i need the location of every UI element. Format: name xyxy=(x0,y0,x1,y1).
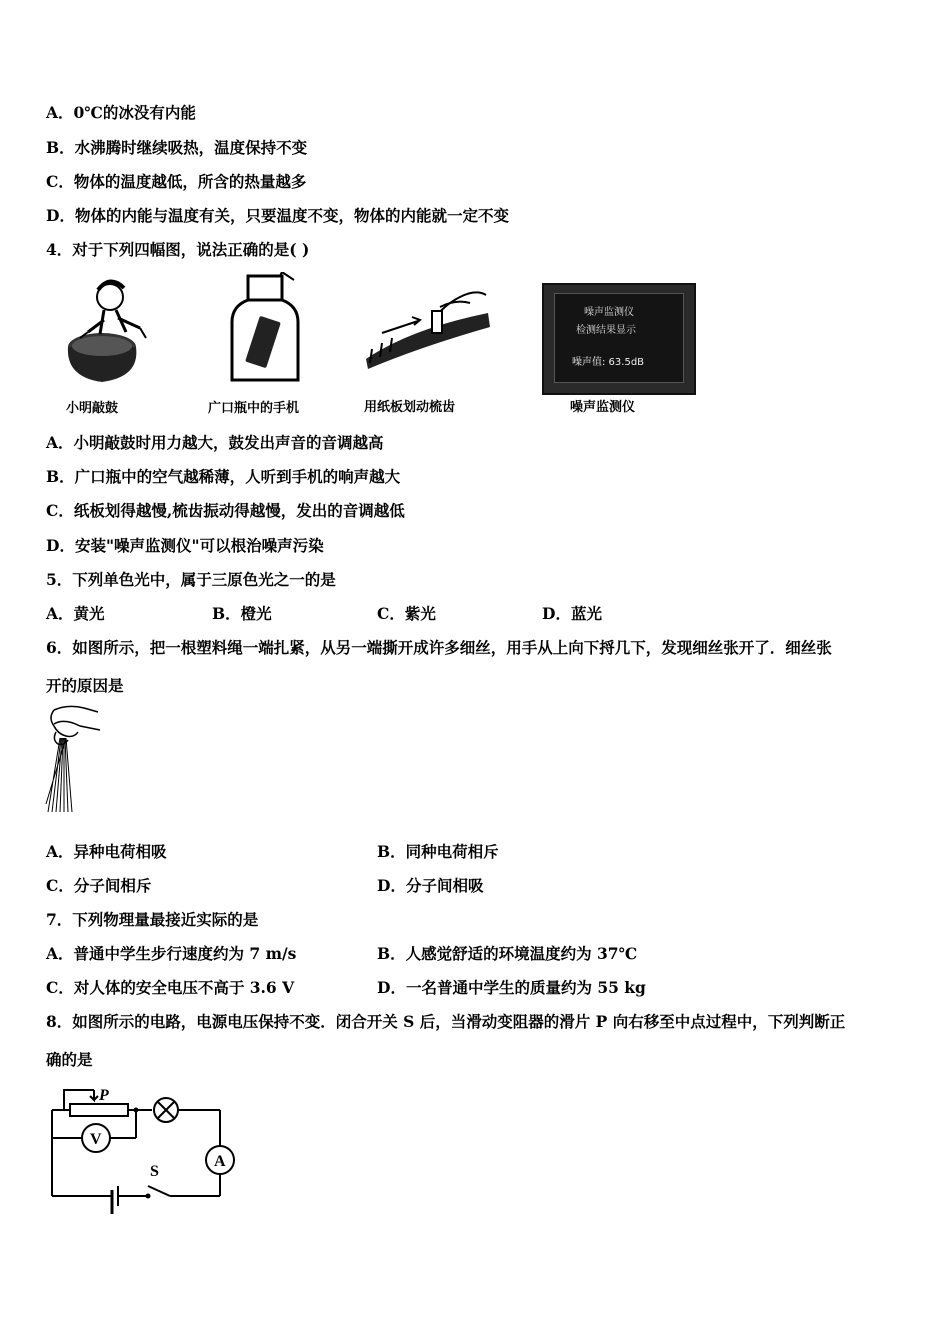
circuit-diagram xyxy=(44,1082,244,1216)
q3-option-b: B．水沸腾时继续吸热，温度保持不变 xyxy=(46,138,308,157)
q6-option-b: B．同种电荷相斥 xyxy=(377,842,499,861)
q8-stem-line-1: 8．如图所示的电路，电源电压保持不变．闭合开关 S 后，当滑动变阻器的滑片 P 向右移至中点过程中，下列判断正 xyxy=(46,1012,846,1031)
monitor-line-2: 检测结果显示 xyxy=(576,325,636,336)
q8-stem-line-2: 确的是 xyxy=(46,1050,93,1069)
q4-option-a: A．小明敲鼓时用力越大，鼓发出声音的音调越高 xyxy=(46,433,384,452)
q7-option-b: B．人感觉舒适的环境温度约为 37℃ xyxy=(377,944,638,963)
q6-option-d: D．分子间相吸 xyxy=(377,876,484,895)
q3-option-c: C．物体的温度越低，所含的热量越多 xyxy=(46,172,307,191)
q6-option-a: A．异种电荷相吸 xyxy=(46,842,167,861)
caption-jar: 广口瓶中的手机 xyxy=(208,401,300,416)
label-v: V xyxy=(90,1131,102,1148)
label-s: S xyxy=(150,1163,159,1180)
q5-option-a: A．黄光 xyxy=(46,604,105,623)
q4-option-c: C．纸板划得越慢,梳齿振动得越慢，发出的音调越低 xyxy=(46,501,405,520)
q4-stem: 4．对于下列四幅图，说法正确的是( ) xyxy=(46,240,310,259)
noise-monitor-figure xyxy=(542,283,696,395)
q4-option-d: D．安装"噪声监测仪"可以根治噪声污染 xyxy=(46,536,324,555)
q6-stem-line-1: 6．如图所示，把一根塑料绳一端扎紧，从另一端撕开成许多细丝，用手从上向下捋几下，发现细丝张开了．细丝张 xyxy=(46,638,832,657)
caption-drum: 小明敲鼓 xyxy=(66,401,119,416)
jar-figure xyxy=(228,272,308,390)
slider-arrow xyxy=(90,1090,98,1100)
comb-figure xyxy=(360,285,495,375)
switch xyxy=(148,1186,170,1196)
label-a: A xyxy=(214,1153,226,1170)
caption-comb: 用纸板划动梳齿 xyxy=(364,400,456,415)
q7-option-a: A．普通中学生步行速度约为 7 m/s xyxy=(46,944,297,963)
rheostat xyxy=(70,1104,128,1116)
q5-stem: 5．下列单色光中，属于三原色光之一的是 xyxy=(46,570,336,589)
monitor-line-1: 噪声监测仪 xyxy=(584,307,634,318)
q7-stem: 7．下列物理量最接近实际的是 xyxy=(46,910,259,929)
q5-option-c: C．紫光 xyxy=(377,604,436,623)
monitor-reading: 噪声值: 63.5dB xyxy=(572,357,645,368)
q6-option-c: C．分子间相斥 xyxy=(46,876,152,895)
q5-option-d: D．蓝光 xyxy=(542,604,602,623)
drum-figure xyxy=(60,272,155,390)
q3-option-d: D．物体的内能与温度有关，只要温度不变，物体的内能就一定不变 xyxy=(46,206,509,225)
label-p: P xyxy=(99,1087,109,1104)
caption-noise-monitor: 噪声监测仪 xyxy=(570,400,636,415)
q4-option-b: B．广口瓶中的空气越稀薄，人听到手机的响声越大 xyxy=(46,467,401,486)
q5-option-b: B．橙光 xyxy=(212,604,272,623)
q7-option-c: C．对人体的安全电压不高于 3.6 V xyxy=(46,978,295,997)
q6-stem-line-2: 开的原因是 xyxy=(46,676,124,695)
q7-option-d: D．一名普通中学生的质量约为 55 kg xyxy=(377,978,646,997)
plastic-strands-figure xyxy=(44,704,104,816)
q3-option-a: A．0℃的冰没有内能 xyxy=(46,103,196,122)
